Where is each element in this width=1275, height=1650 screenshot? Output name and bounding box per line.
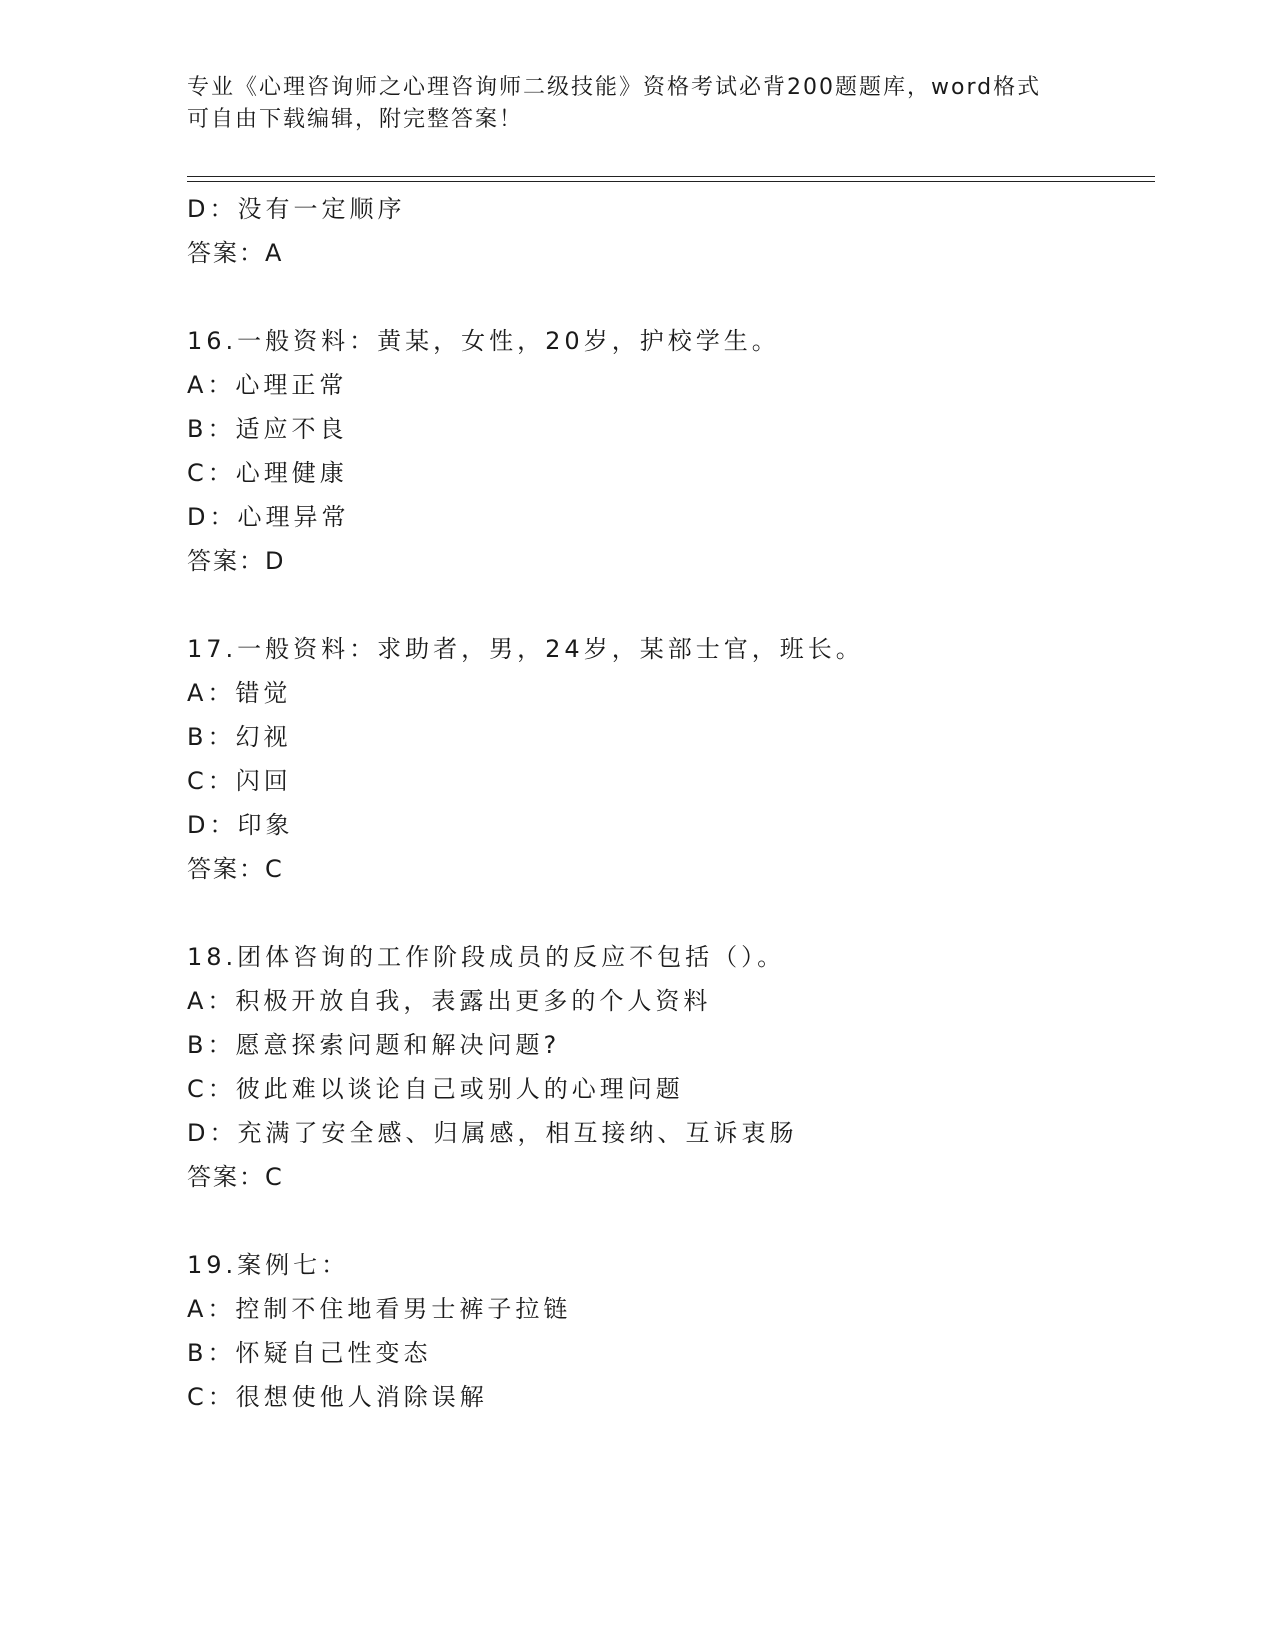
q19-option-a: A：控制不住地看男士裤子拉链 bbox=[187, 1295, 572, 1323]
q18-answer: 答案：C bbox=[187, 1163, 284, 1191]
header-line-1: 专业《心理咨询师之心理咨询师二级技能》资格考试必背200题题库，word格式 bbox=[187, 75, 1042, 100]
q17-option-d: D：印象 bbox=[187, 811, 294, 839]
q16-option-b: B：适应不良 bbox=[187, 415, 348, 443]
q19-option-b: B：怀疑自己性变态 bbox=[187, 1339, 432, 1367]
header-rule-bottom bbox=[187, 181, 1155, 182]
q18-option-b: B：愿意探索问题和解决问题? bbox=[187, 1031, 561, 1059]
q16-answer: 答案：D bbox=[187, 547, 286, 575]
q19-stem: 19.案例七： bbox=[187, 1251, 350, 1279]
q17-option-a: A：错觉 bbox=[187, 679, 292, 707]
q17-option-c: C：闪回 bbox=[187, 767, 292, 795]
document-header bbox=[187, 72, 1087, 136]
q16-option-d: D：心理异常 bbox=[187, 503, 350, 531]
header-line-2: 可自由下载编辑，附完整答案！ bbox=[187, 107, 524, 132]
prev-answer: 答案：A bbox=[187, 239, 284, 267]
prev-option-d: D：没有一定顺序 bbox=[187, 195, 406, 223]
q17-answer: 答案：C bbox=[187, 855, 284, 883]
q18-option-c: C：彼此难以谈论自己或别人的心理问题 bbox=[187, 1075, 684, 1103]
header-rule-top bbox=[187, 176, 1155, 177]
q18-option-d: D：充满了安全感、归属感，相互接纳、互诉衷肠 bbox=[187, 1119, 798, 1147]
q16-option-c: C：心理健康 bbox=[187, 459, 348, 487]
q16-option-a: A：心理正常 bbox=[187, 371, 348, 399]
q19-option-c: C：很想使他人消除误解 bbox=[187, 1383, 488, 1411]
q17-option-b: B：幻视 bbox=[187, 723, 292, 751]
q18-stem: 18.团体咨询的工作阶段成员的反应不包括（）。 bbox=[187, 943, 786, 971]
q18-option-a: A：积极开放自我，表露出更多的个人资料 bbox=[187, 987, 712, 1015]
q16-stem: 16.一般资料：黄某，女性，20岁，护校学生。 bbox=[187, 327, 780, 355]
q17-stem: 17.一般资料：求助者，男，24岁，某部士官，班长。 bbox=[187, 635, 864, 663]
